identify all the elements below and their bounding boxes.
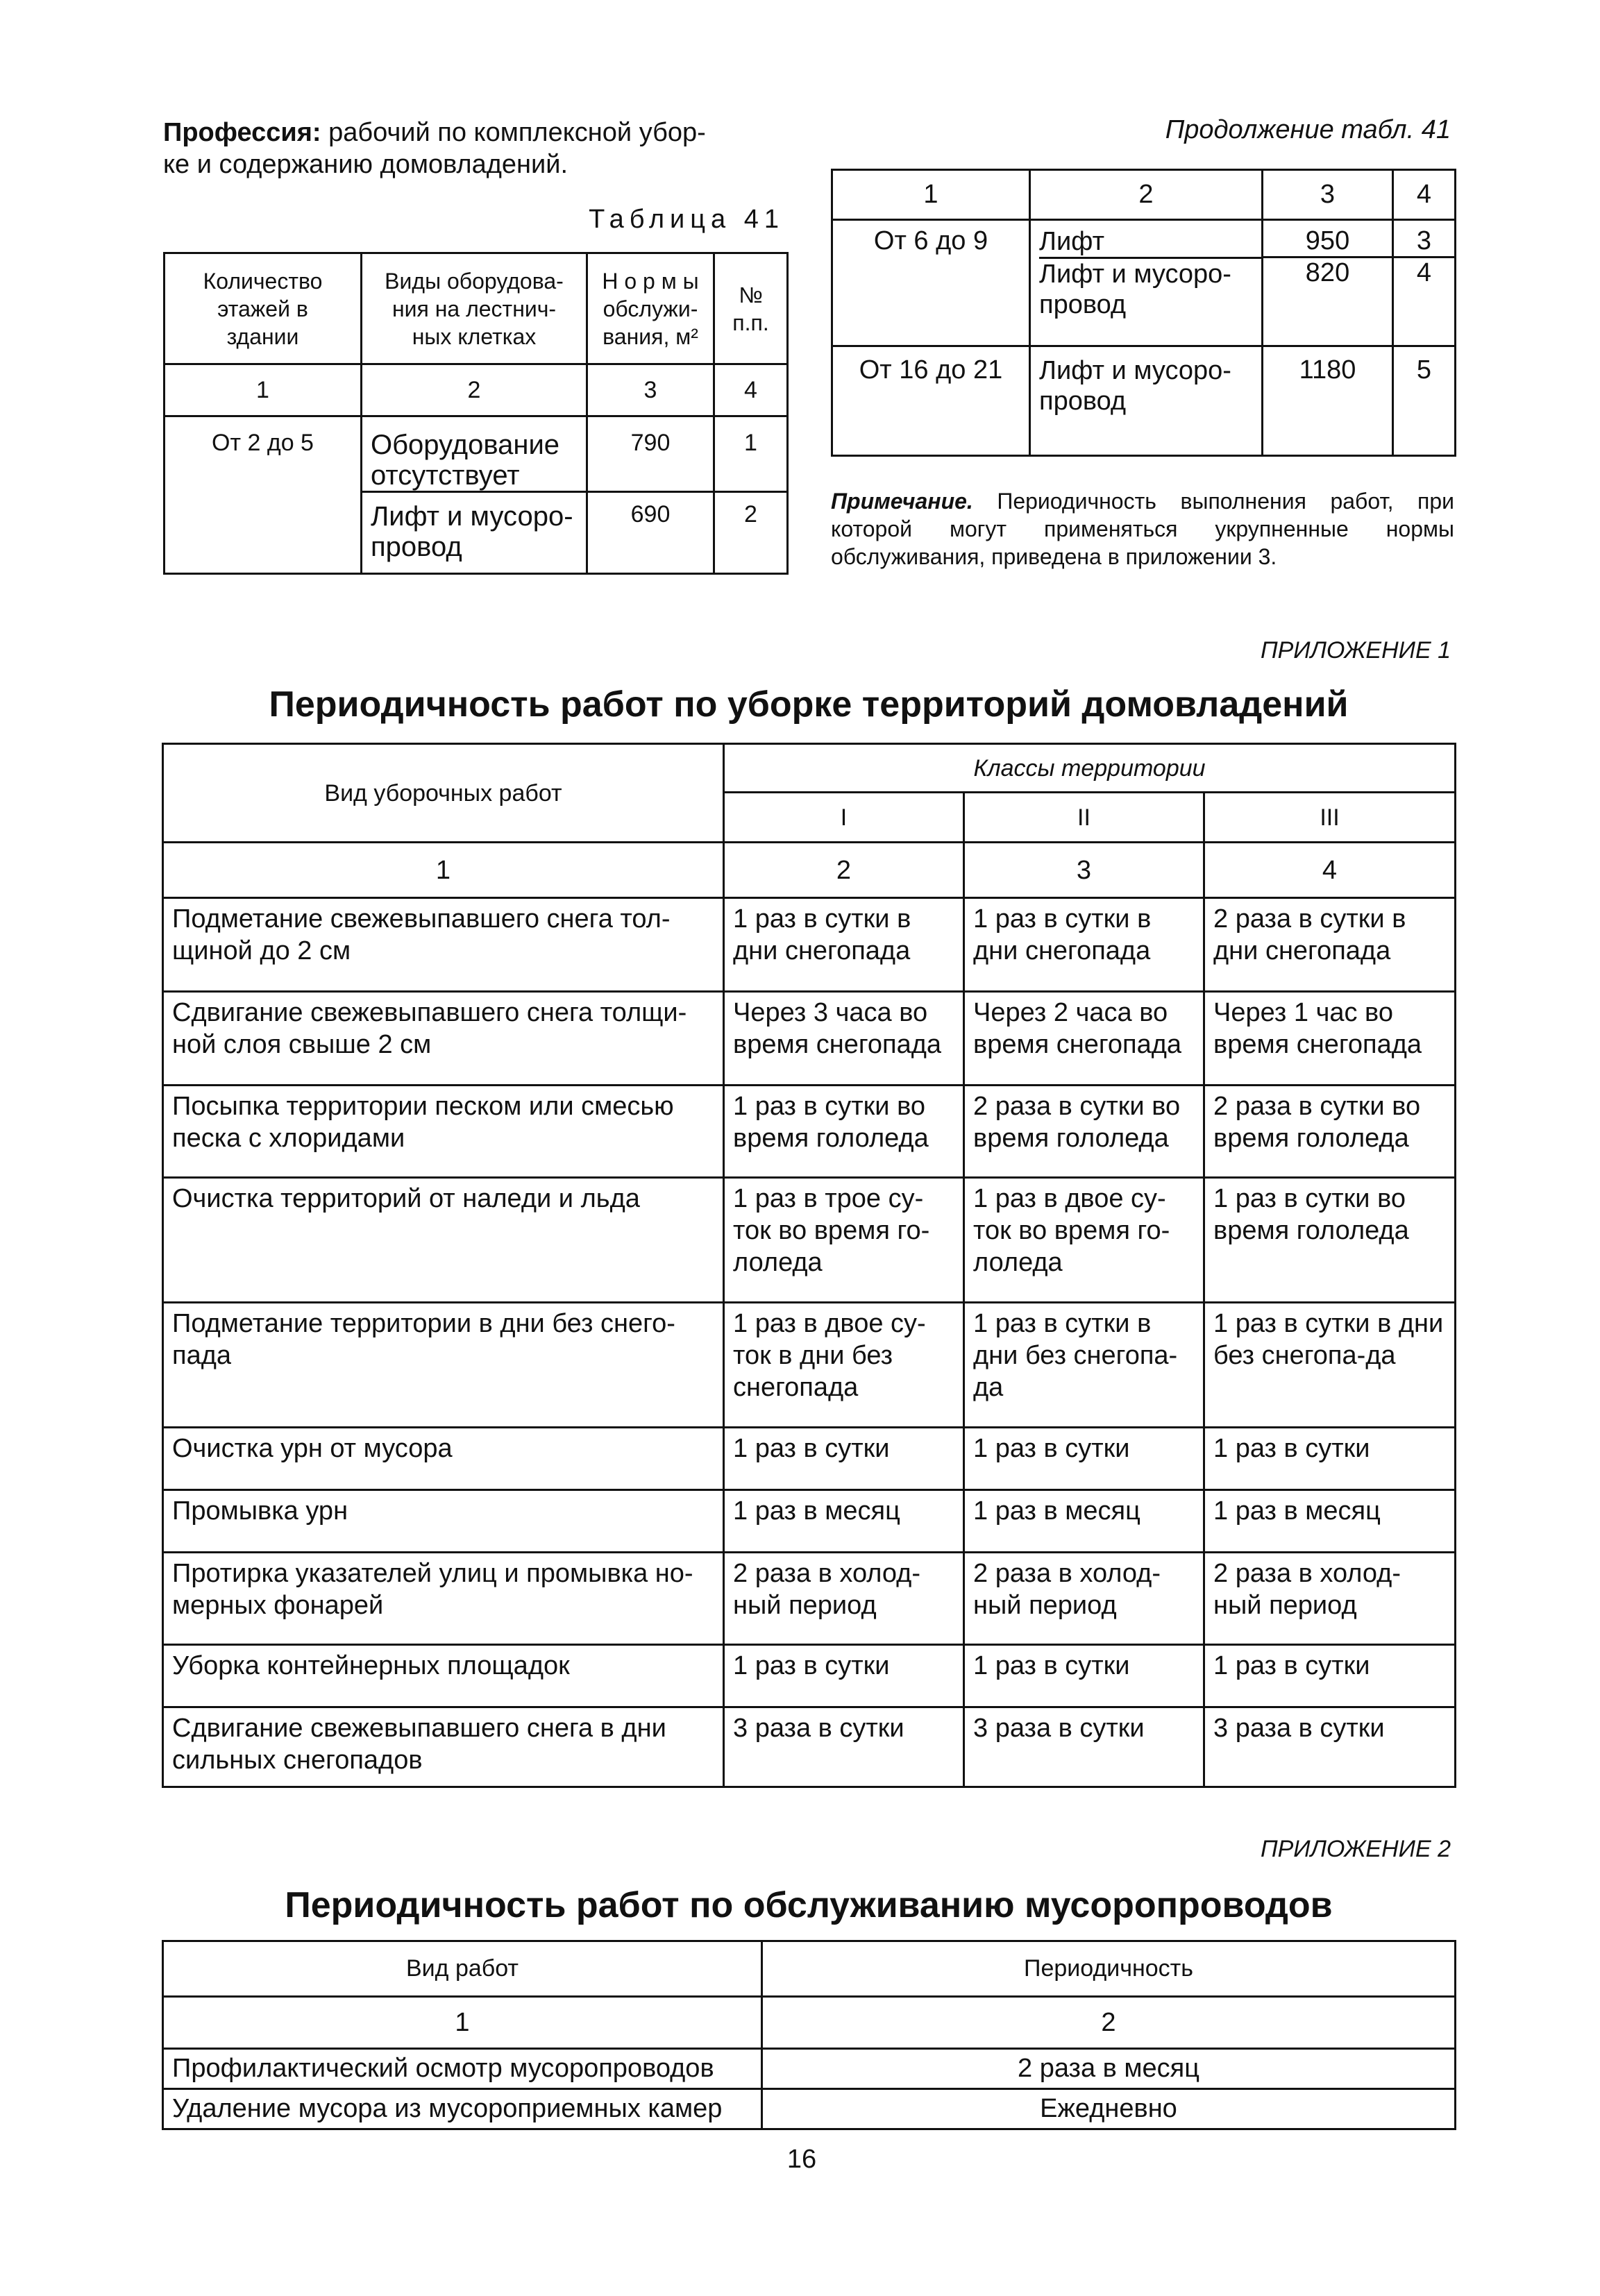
table41-colnum: 4 (714, 364, 788, 416)
table41-cont-equipment-cell: Лифт Лифт и мусоро- провод (1030, 220, 1263, 346)
appendix2-period-cell: 2 раза в месяц (762, 2049, 1456, 2089)
appendix1-work-cell: Сдвигание свежевыпавшего снега в дни сильных снегопадов (163, 1707, 724, 1787)
table41-colnum: 2 (362, 364, 587, 416)
appendix1-class3-cell: 3 раза в сутки (1204, 1707, 1456, 1787)
table41-colnum: 1 (165, 364, 362, 416)
appendix1-row (163, 1086, 1456, 1178)
appendix1-class1-cell: Через 3 часа во время снегопада (724, 992, 964, 1086)
table41-floors-cell: От 2 до 5 (165, 416, 362, 574)
appendix1-class1-cell: 1 раз в месяц (724, 1490, 964, 1553)
appendix1-class2-cell: 1 раз в сутки в дни без снегопа-да (964, 1303, 1204, 1428)
appendix1-work-cell: Очистка территорий от наледи и льда (163, 1178, 724, 1303)
table41-cont-colnum: 2 (1030, 170, 1263, 220)
profession-text (163, 117, 788, 180)
appendix1-class-3: III (1204, 793, 1456, 843)
appendix1-class2-cell: 1 раз в сутки (964, 1428, 1204, 1490)
appendix2-column-numbers (163, 1997, 1456, 2049)
table41-cont-column-numbers (832, 170, 1456, 220)
page-number: 16 (786, 2145, 817, 2174)
appendix2-label: ПРИЛОЖЕНИЕ 2 (1260, 1836, 1451, 1862)
appendix1-class1-cell: 1 раз в сутки (724, 1428, 964, 1490)
appendix1-colnum: 1 (163, 843, 724, 898)
appendix2-header-period: Периодичность (762, 1941, 1456, 1997)
appendix1-work-cell: Уборка контейнерных площадок (163, 1645, 724, 1707)
appendix1-class1-cell: 1 раз в сутки во время гололеда (724, 1086, 964, 1178)
table41-cont-equipment-cell: Лифт и мусоро- провод (1030, 346, 1263, 456)
appendix1-class2-cell: 1 раз в сутки (964, 1645, 1204, 1707)
appendix1-header-work: Вид уборочных работ (163, 744, 724, 843)
appendix1-class2-cell: 2 раза в сутки во время гололеда (964, 1086, 1204, 1178)
appendix1-row (163, 1553, 1456, 1645)
appendix1-row (163, 1490, 1456, 1553)
appendix2-work-cell: Удаление мусора из мусороприемных камер (163, 2089, 762, 2129)
appendix2-work-cell: Профилактический осмотр мусоропроводов (163, 2049, 762, 2089)
table41-cont-colnum: 1 (832, 170, 1030, 220)
table41-continued (831, 169, 1456, 457)
appendix1-class1-cell: 1 раз в сутки (724, 1645, 964, 1707)
appendix1-row (163, 1178, 1456, 1303)
appendix1-row (163, 1707, 1456, 1787)
table41-header-floors: Количество этажей в здании (165, 253, 362, 364)
appendix1-class1-cell: 1 раз в трое су-ток во время го-лоледа (724, 1178, 964, 1303)
appendix1-work-cell: Подметание территории в дни без снего-пада (163, 1303, 724, 1428)
table41 (163, 252, 789, 575)
appendix1-class1-cell: 3 раза в сутки (724, 1707, 964, 1787)
appendix1-class3-cell: 1 раз в сутки в дни без снегопа-да (1204, 1303, 1456, 1428)
profession-line2: ке и содержанию домовладений. (163, 150, 569, 179)
appendix1-class2-cell: 2 раза в холод-ный период (964, 1553, 1204, 1645)
appendix1-class3-cell: 2 раза в сутки во время гололеда (1204, 1086, 1456, 1178)
table41-row (165, 416, 788, 492)
appendix1-class2-cell: 3 раза в сутки (964, 1707, 1204, 1787)
appendix2-colnum: 1 (163, 1997, 762, 2049)
note-text: Периодичность выполнения работ, при которой могут применяться укрупненные нормы обслуживания, приведена в приложении 3. (831, 489, 1454, 569)
table41-no-cell: 2 (714, 492, 788, 574)
appendix1-class2-cell: 1 раз в сутки в дни снегопада (964, 898, 1204, 992)
appendix1-class3-cell: 1 раз в сутки (1204, 1428, 1456, 1490)
table41-cont-no-cell: 5 (1393, 346, 1456, 456)
table41-caption: Таблица 41 (589, 205, 784, 234)
table41-header-row (165, 253, 788, 364)
table41-cont-floors-cell: От 6 до 9 (832, 220, 1030, 346)
appendix1-header-row (163, 744, 1456, 793)
appendix1-class1-cell: 1 раз в сутки в дни снегопада (724, 898, 964, 992)
appendix1-work-cell: Сдвигание свежевыпавшего снега толщи-ной слоя свыше 2 см (163, 992, 724, 1086)
table41-header-equipment: Виды оборудова- ния на лестнич- ных клетках (362, 253, 587, 364)
appendix2-row (163, 2049, 1456, 2089)
appendix1-class1-cell: 1 раз в двое су-ток в дни без снегопада (724, 1303, 964, 1428)
appendix1-work-cell: Подметание свежевыпавшего снега тол-щиной до 2 см (163, 898, 724, 992)
note-label: Примечание. (831, 489, 973, 514)
table41-cont-colnum: 4 (1393, 170, 1456, 220)
appendix1-class3-cell: Через 1 час во время снегопада (1204, 992, 1456, 1086)
table41-norm-cell: 690 (587, 492, 714, 574)
table41-cont-colnum: 3 (1263, 170, 1393, 220)
appendix1-class2-cell: 1 раз в двое су-ток во время го-лоледа (964, 1178, 1204, 1303)
appendix1-colnum: 4 (1204, 843, 1456, 898)
table41-column-numbers (165, 364, 788, 416)
appendix1-class3-cell: 1 раз в сутки (1204, 1645, 1456, 1707)
profession-label: Профессия: (163, 118, 321, 147)
table41-header-norms: Н о р м ы обслужи- вания, м² (587, 253, 714, 364)
appendix1-row (163, 1645, 1456, 1707)
appendix1-class3-cell: 1 раз в месяц (1204, 1490, 1456, 1553)
appendix1-class-2: II (964, 793, 1204, 843)
appendix1-label: ПРИЛОЖЕНИЕ 1 (1260, 637, 1451, 664)
appendix1-row (163, 1303, 1456, 1428)
table41-norm-cell: 790 (587, 416, 714, 492)
appendix2-header-row (163, 1941, 1456, 1997)
appendix2-colnum: 2 (762, 1997, 1456, 2049)
appendix1-class-1: I (724, 793, 964, 843)
appendix1-class2-cell: Через 2 часа во время снегопада (964, 992, 1204, 1086)
appendix1-class1-cell: 2 раза в холод-ный период (724, 1553, 964, 1645)
appendix1-colnum: 2 (724, 843, 964, 898)
appendix1-work-cell: Промывка урн (163, 1490, 724, 1553)
table41-no-cell: 1 (714, 416, 788, 492)
appendix1-class3-cell: 2 раза в сутки в дни снегопада (1204, 898, 1456, 992)
appendix2-period-cell: Ежедневно (762, 2089, 1456, 2129)
appendix2-header-work: Вид работ (163, 1941, 762, 1997)
appendix1-work-cell: Очистка урн от мусора (163, 1428, 724, 1490)
appendix2-table (162, 1940, 1456, 2130)
appendix2-row (163, 2089, 1456, 2129)
appendix1-colnum: 3 (964, 843, 1204, 898)
appendix2-title: Периодичность работ по обслуживанию мусоропроводов (285, 1885, 1333, 1925)
table41-cont-row (832, 346, 1456, 456)
table41-cont-caption: Продолжение табл. 41 (1165, 115, 1451, 144)
appendix1-class3-cell: 2 раза в холод-ный период (1204, 1553, 1456, 1645)
appendix1-row (163, 1428, 1456, 1490)
appendix1-table (162, 743, 1456, 1788)
profession-line1: рабочий по комплексной убор- (321, 118, 706, 147)
table41-cont-norm-cell: 950 820 (1263, 220, 1393, 346)
table41-equipment-cell: Оборудование отсутствует (362, 416, 587, 492)
table41-cont-no-cell: 3 4 (1393, 220, 1456, 346)
appendix1-title: Периодичность работ по уборке территорий домовладений (269, 684, 1349, 725)
table41-cont-row (832, 220, 1456, 346)
appendix1-row (163, 992, 1456, 1086)
appendix1-work-cell: Посыпка территории песком или смесью песка с хлоридами (163, 1086, 724, 1178)
appendix1-class3-cell: 1 раз в сутки во время гололеда (1204, 1178, 1456, 1303)
appendix1-header-classes: Классы территории (724, 744, 1456, 793)
table41-colnum: 3 (587, 364, 714, 416)
appendix1-row (163, 898, 1456, 992)
table41-cont-norm-cell: 1180 (1263, 346, 1393, 456)
appendix1-work-cell: Протирка указателей улиц и промывка но-мерных фонарей (163, 1553, 724, 1645)
table41-header-number: № п.п. (714, 253, 788, 364)
appendix1-column-numbers (163, 843, 1456, 898)
note-paragraph (831, 487, 1454, 571)
table41-equipment-cell: Лифт и мусоро- провод (362, 492, 587, 574)
appendix1-class2-cell: 1 раз в месяц (964, 1490, 1204, 1553)
table41-cont-floors-cell: От 16 до 21 (832, 346, 1030, 456)
